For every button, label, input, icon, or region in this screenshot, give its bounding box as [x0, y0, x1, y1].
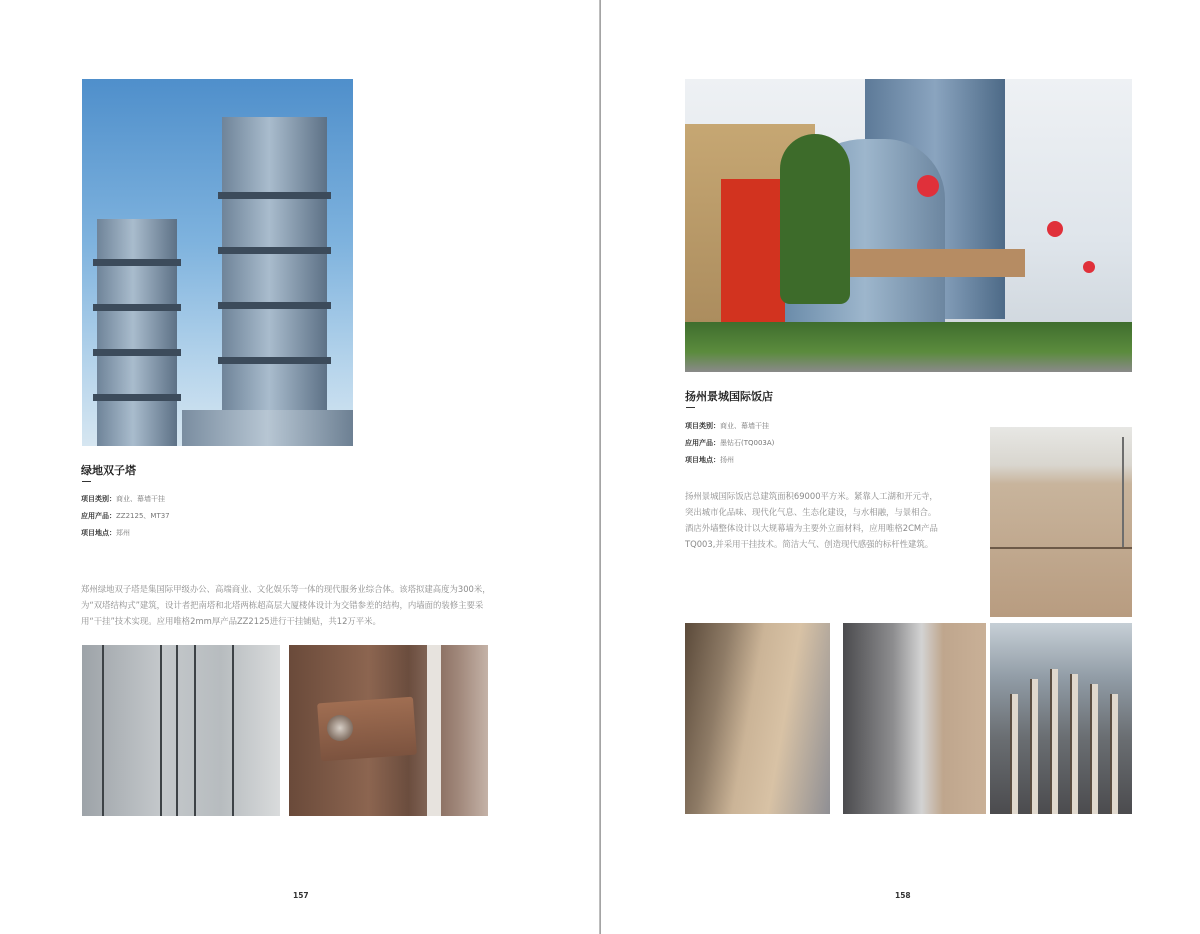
description-line: 扬州景城国际饭店总建筑面积69000平方米。紧靠人工湖和开元寺，: [685, 491, 938, 501]
twin-towers-photo: [82, 79, 353, 446]
project-title: 绿地双子塔: [81, 464, 136, 477]
meta-row-product: 应用产品：墨钻石(TQ003A): [685, 439, 775, 447]
meta-row-product: 应用产品：ZZ2125、MT37: [81, 512, 170, 520]
red-balloon: [917, 175, 939, 197]
title-underline: [686, 407, 695, 408]
bolt: [327, 715, 353, 741]
description-line: 为“双塔结构式”建筑，设计者把南塔和北塔两栋超高层大厦楼体设计为交错参差的结构，内墙面的装修主要采: [81, 600, 484, 610]
south-tower: [222, 117, 327, 446]
project-meta: [81, 491, 170, 542]
north-tower: [97, 219, 177, 446]
page-number: 158: [895, 891, 911, 900]
red-balloon: [1083, 261, 1095, 273]
hotel-photo: [685, 79, 1132, 372]
description-line: TQ003,并采用干挂技术。简洁大气、创造现代感强的标杆性建筑。: [685, 539, 934, 549]
tree: [780, 134, 850, 304]
meta-row-location: 项目地点：扬州: [685, 456, 734, 464]
title-underline: [82, 481, 91, 482]
lawn: [685, 322, 1132, 372]
description-line: 用“干挂”技术实现。应用唯格2mm厚产品ZZ2125进行干挂铺贴，共12万平米。: [81, 616, 381, 626]
facade-installation-photo: [685, 623, 830, 814]
description-line: 郑州绿地双子塔是集国际甲级办公、高端商业、文化娱乐等一体的现代服务业综合体。该塔拟建高度为300米，: [81, 584, 491, 594]
meta-row-location: 项目地点：郑州: [81, 529, 130, 537]
construction-crane: [1084, 437, 1124, 547]
entrance-canopy: [825, 249, 1025, 277]
stacked-panels-photo: [990, 623, 1132, 814]
description-line: 突出城市化品味、现代化气息、生态化建设，与水相融，与景相合。: [685, 507, 937, 517]
podium-building: [182, 410, 353, 446]
project-description: [685, 488, 985, 552]
page-number: 157: [293, 891, 309, 900]
dry-hang-bracket-photo: [289, 645, 488, 816]
stone-facade-photo: [990, 427, 1132, 617]
meta-row-category: 项目类别：商业、幕墙干挂: [685, 422, 769, 430]
project-description: [81, 581, 531, 629]
description-line: 酒店外墙整体设计以大规幕墙为主要外立面材料，应用唯格2CM产品: [685, 523, 938, 533]
meta-row-category: 项目类别：商业、幕墙干挂: [81, 495, 165, 503]
wall-panels-photo: [82, 645, 280, 816]
project-title: 扬州景城国际饭店: [685, 390, 773, 403]
project-meta: [685, 418, 774, 469]
panel-joint-photo: [843, 623, 986, 814]
red-balloon: [1047, 221, 1063, 237]
